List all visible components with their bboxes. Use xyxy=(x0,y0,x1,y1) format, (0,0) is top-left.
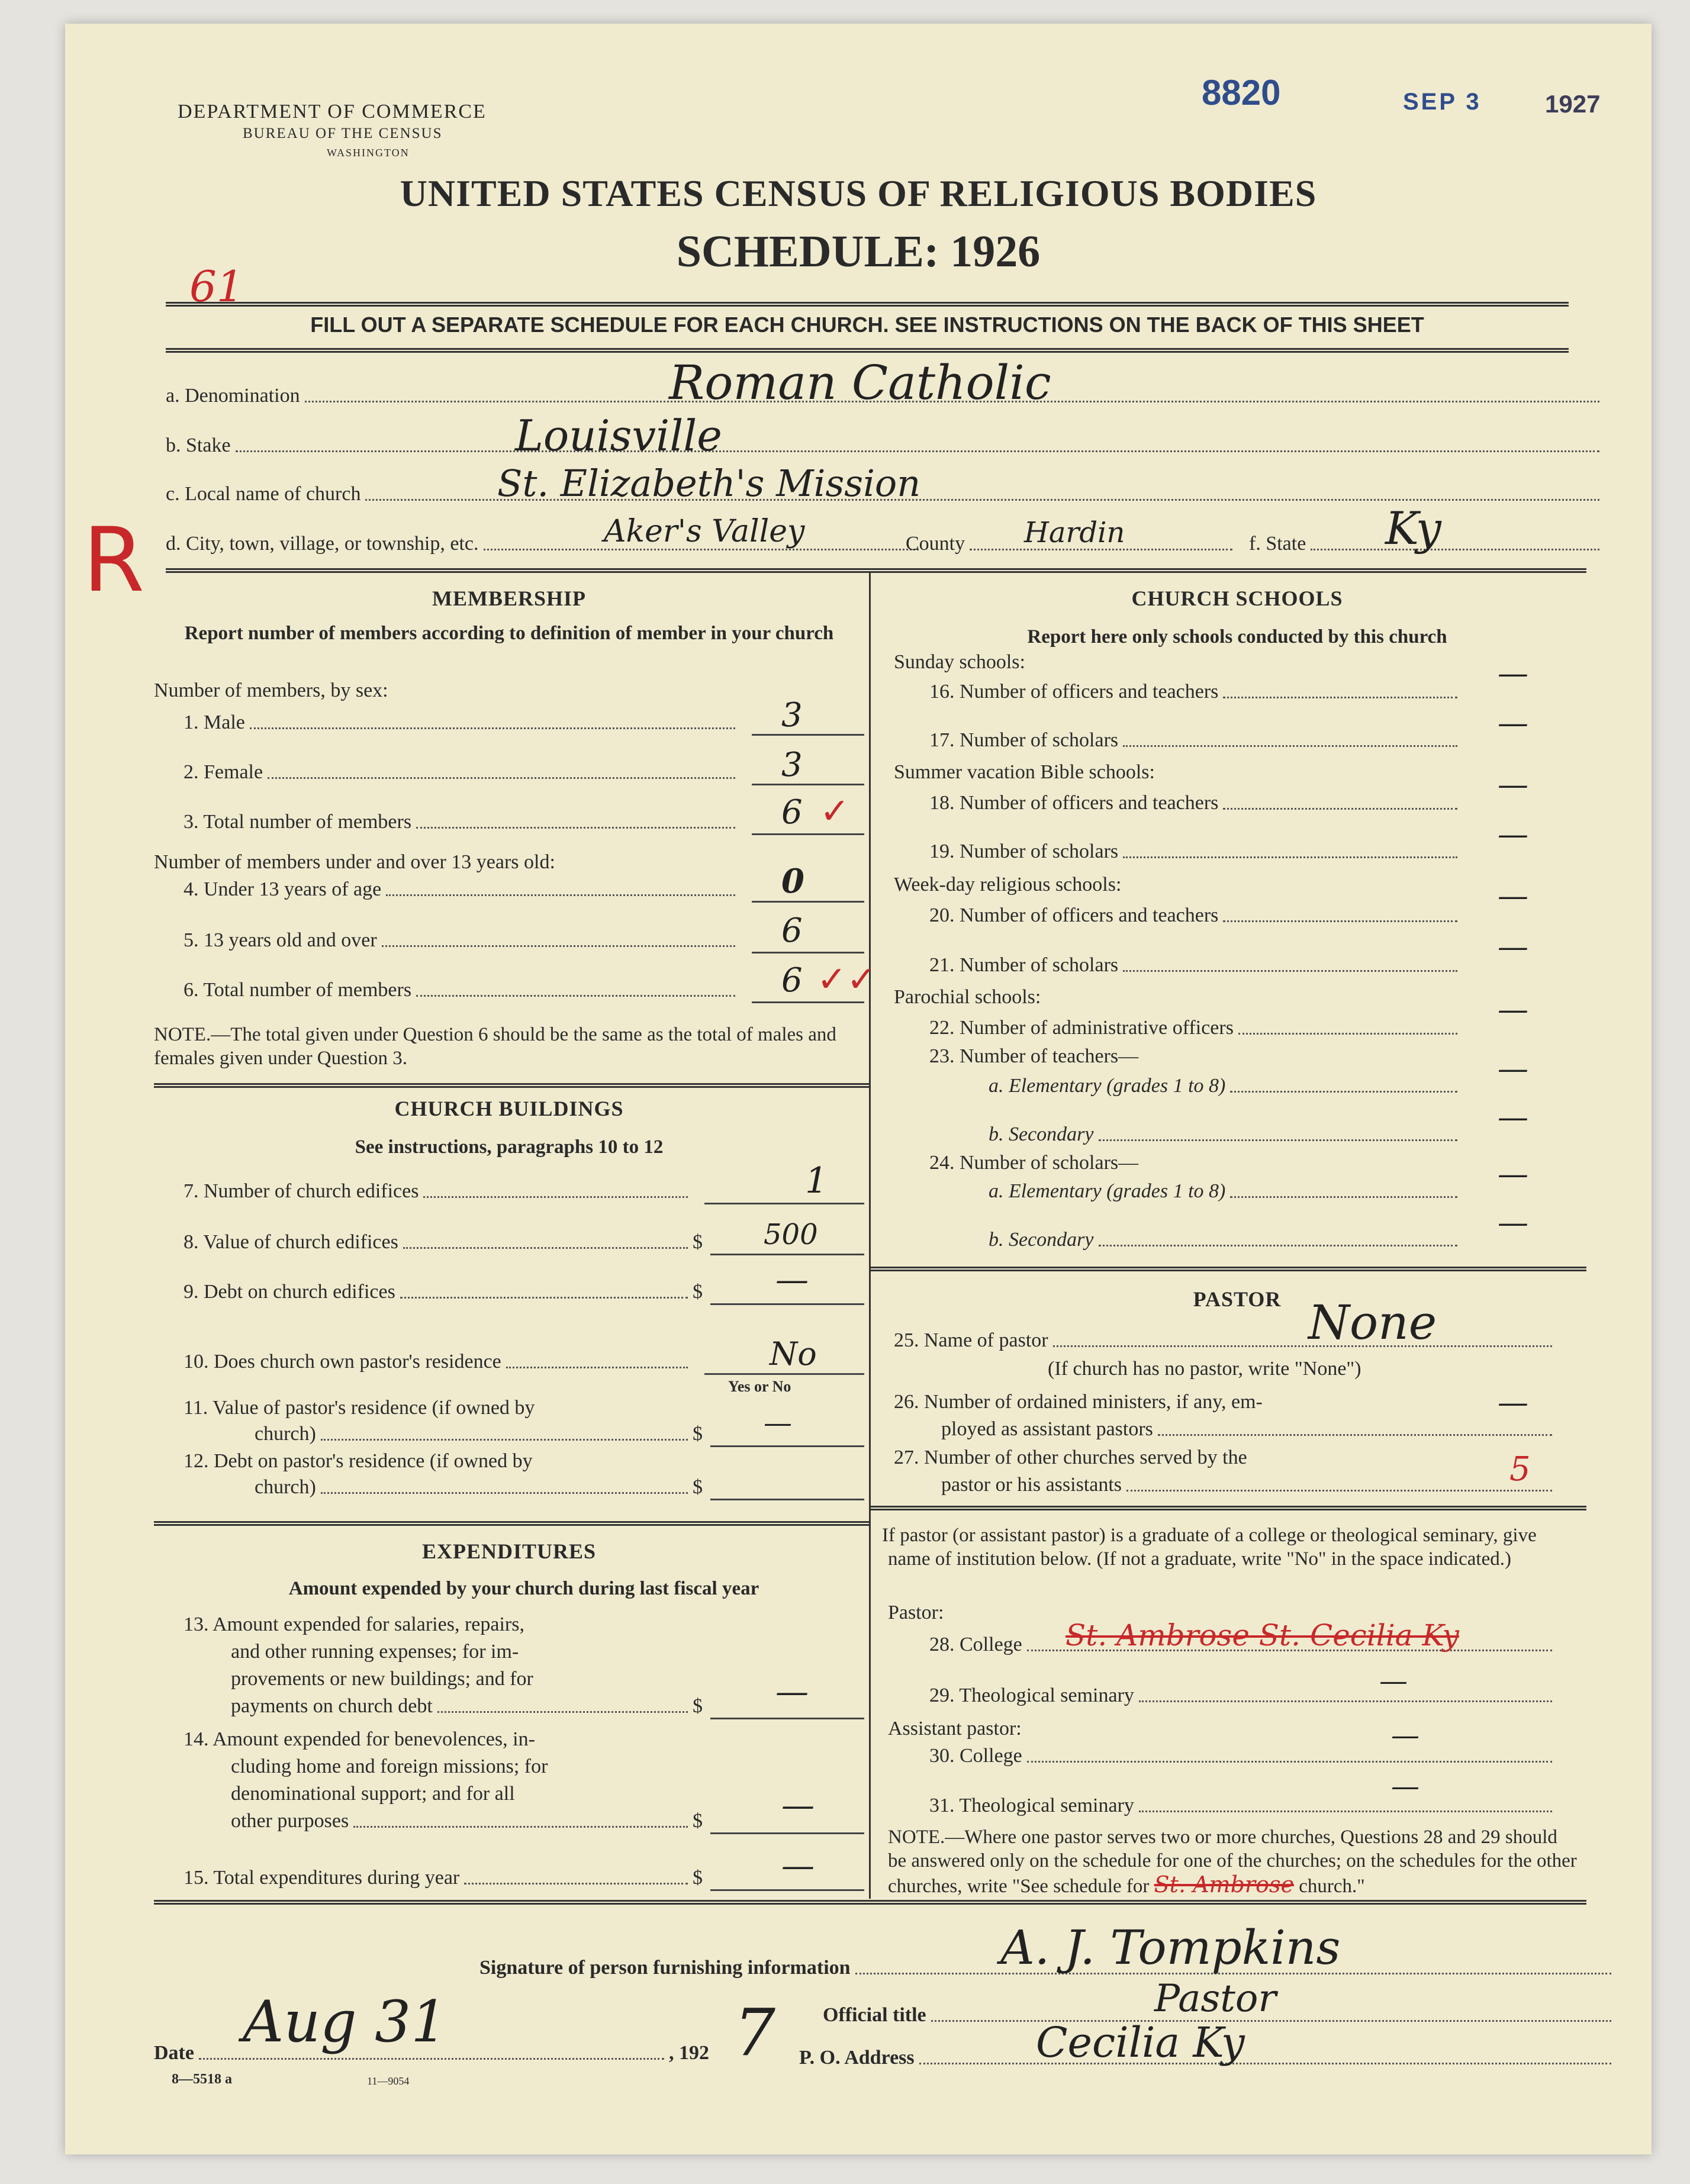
buildings-rule xyxy=(154,1521,869,1526)
q10-row: 10. Does church own pastor's residence xyxy=(184,1351,693,1373)
q13-line2: and other running expenses; for im- xyxy=(231,1641,519,1663)
q23b-answer[interactable]: — xyxy=(1498,1100,1528,1135)
q8-answer-line xyxy=(710,1254,864,1255)
year-suffix: , 192 xyxy=(669,2042,709,2064)
pastor-label: Pastor: xyxy=(888,1602,944,1623)
members-by-sex-label: Number of members, by sex: xyxy=(154,679,388,701)
footer-rule xyxy=(154,1900,1586,1905)
q28-row: 28. College xyxy=(929,1634,1557,1656)
stamp-date: SEP 3 xyxy=(1403,89,1482,115)
q12-row: church) xyxy=(255,1476,693,1499)
q25-answer[interactable]: None xyxy=(1308,1295,1437,1350)
q14-line2: cluding home and foreign missions; for xyxy=(231,1755,548,1777)
q24b-row: b. Secondary xyxy=(989,1229,1462,1251)
pastor-note-part2: write "See schedule for xyxy=(967,1876,1150,1897)
header-rule-bottom xyxy=(166,348,1569,353)
q25-row: 25. Name of pastor xyxy=(894,1329,1557,1352)
q23-label: 23. Number of teachers— xyxy=(929,1045,1139,1067)
department-label: DEPARTMENT OF COMMERCE xyxy=(178,101,487,123)
q1-answer-line xyxy=(752,734,864,736)
q11-dollar: $ xyxy=(693,1423,703,1445)
membership-heading: MEMBERSHIP xyxy=(432,587,586,610)
graduate-note: If pastor (or assistant pastor) is a graduate of a college or theological seminary, give name of institution below. (If not a graduate, write "No" in the space indicated.) xyxy=(882,1525,1537,1570)
q8-dollar: $ xyxy=(693,1231,703,1253)
q4-answer[interactable]: 0 xyxy=(781,862,804,901)
red-check-mark-double: ✓✓ xyxy=(817,959,877,1000)
state-value[interactable]: Ky xyxy=(1385,502,1441,555)
local-name-value[interactable]: St. Elizabeth's Mission xyxy=(497,462,921,505)
q11-label: 11. Value of pastor's residence (if owned by xyxy=(184,1397,535,1419)
form-title: UNITED STATES CENSUS OF RELIGIOUS BODIES xyxy=(400,172,1317,214)
bureau-label: BUREAU OF THE CENSUS xyxy=(243,125,443,141)
q12-answer-line xyxy=(710,1499,864,1500)
q16-answer[interactable]: — xyxy=(1498,656,1528,691)
membership-note: NOTE.—The total given under Question 6 should be the same as the total of males and females given under Question 3. xyxy=(154,1024,836,1069)
buildings-heading: CHURCH BUILDINGS xyxy=(394,1097,624,1120)
q29-row: 29. Theological seminary xyxy=(929,1684,1557,1707)
q3-row: 3. Total number of members xyxy=(184,811,740,833)
stamp-number: 8820 xyxy=(1202,73,1281,112)
q14-row: other purposes xyxy=(231,1810,693,1832)
q25-note: (If church has no pastor, write "None") xyxy=(1048,1358,1361,1380)
q2-row: 2. Female xyxy=(184,761,740,784)
q6-row: 6. Total number of members xyxy=(184,979,740,1001)
q5-answer-line xyxy=(752,952,864,954)
city-value[interactable]: Aker's Valley xyxy=(604,514,805,549)
pastor-note-part1: NOTE.—Where one pastor serves two or more churches, Questions 28 and 29 should be answered only on the schedule for one of the churches; on the schedules for the other churches, xyxy=(888,1827,1577,1897)
q24a-answer[interactable]: — xyxy=(1498,1157,1528,1192)
q27-answer[interactable]: 5 xyxy=(1509,1450,1531,1489)
q6-answer[interactable]: 6 xyxy=(781,961,803,1000)
q26-label: 26. Number of ordained ministers, if any, em- xyxy=(894,1391,1263,1413)
q29-answer[interactable]: — xyxy=(1379,1664,1408,1697)
header-rule-top xyxy=(166,302,1569,307)
q23a-answer[interactable]: — xyxy=(1498,1051,1528,1087)
q23b-row: b. Secondary xyxy=(989,1123,1462,1146)
stamp-year: 1927 xyxy=(1545,90,1601,118)
signature-row: Signature of person furnishing information xyxy=(479,1957,1616,1979)
q26-row: ployed as assistant pastors xyxy=(941,1418,1557,1441)
official-title-value[interactable]: Pastor xyxy=(1154,1977,1277,2021)
red-check-mark: ✓ xyxy=(820,791,850,832)
q13-answer-line xyxy=(710,1718,864,1719)
q17-row: 17. Number of scholars xyxy=(929,729,1462,752)
date-row: Date xyxy=(154,2042,669,2064)
q1-answer[interactable]: 3 xyxy=(781,696,803,735)
state-field: f. State xyxy=(1249,533,1604,555)
q30-answer[interactable]: — xyxy=(1391,1719,1419,1752)
county-value[interactable]: Hardin xyxy=(1024,516,1125,549)
parochial-schools-label: Parochial schools: xyxy=(894,986,1041,1008)
q9-answer-line xyxy=(710,1303,864,1305)
q4-answer-line xyxy=(752,901,864,903)
q14-line1: 14. Amount expended for benevolences, in- xyxy=(184,1728,535,1750)
stake-value[interactable]: Louisville xyxy=(515,411,722,460)
q27-row: pastor or his assistants xyxy=(941,1474,1557,1496)
q9-dollar: $ xyxy=(693,1281,703,1303)
q22-row: 22. Number of administrative officers xyxy=(929,1017,1462,1039)
q18-row: 18. Number of officers and teachers xyxy=(929,792,1462,814)
q12-dollar: $ xyxy=(693,1476,703,1498)
form-subtitle: SCHEDULE: 1926 xyxy=(676,227,1041,276)
q24a-row: a. Elementary (grades 1 to 8) xyxy=(989,1180,1462,1203)
q13-line3: provements or new buildings; and for xyxy=(231,1668,533,1690)
q6-answer-line xyxy=(752,1001,864,1003)
q14-answer-line xyxy=(710,1832,864,1834)
q13-row: payments on church debt xyxy=(231,1695,693,1718)
q15-dollar: $ xyxy=(693,1867,703,1889)
schools-subheading: Report here only schools conducted by this church xyxy=(1027,626,1447,648)
pastor-rule xyxy=(870,1506,1586,1510)
q17-answer[interactable]: — xyxy=(1498,706,1528,741)
form-number: 8—5518 a xyxy=(172,2072,232,2087)
q7-row: 7. Number of church edifices xyxy=(184,1180,693,1203)
q27-label: 27. Number of other churches served by the xyxy=(894,1447,1247,1468)
red-number-annotation: 61 xyxy=(189,262,244,311)
membership-rule xyxy=(154,1083,869,1088)
po-address-value[interactable]: Cecilia Ky xyxy=(1036,2018,1245,2067)
pastor-note xyxy=(888,1825,1580,1898)
q4-row: 4. Under 13 years of age xyxy=(184,878,740,901)
q8-row: 8. Value of church edifices xyxy=(184,1231,693,1254)
q23a-row: a. Elementary (grades 1 to 8) xyxy=(989,1075,1462,1097)
instruction-banner: FILL OUT A SEPARATE SCHEDULE FOR EACH CHURCH. SEE INSTRUCTIONS ON THE BACK OF THIS SHEET xyxy=(310,313,1424,337)
q15-answer-line xyxy=(710,1889,864,1891)
po-address-row: P. O. Address xyxy=(799,2047,1616,2069)
q7-answer[interactable]: 1 xyxy=(805,1160,828,1201)
q12-label: 12. Debt on pastor's residence (if owned by xyxy=(184,1450,533,1472)
date-value[interactable]: Aug 31 xyxy=(243,1989,448,2055)
weekday-schools-label: Week-day religious schools: xyxy=(894,874,1122,895)
q21-answer[interactable]: — xyxy=(1498,929,1528,965)
official-title-row: Official title xyxy=(823,2004,1616,2027)
q3-answer[interactable]: 6 xyxy=(781,793,803,832)
q1-row: 1. Male xyxy=(184,711,740,734)
q2-answer[interactable]: 3 xyxy=(781,746,803,784)
q5-answer[interactable]: 6 xyxy=(781,911,803,950)
q13-answer[interactable]: — xyxy=(775,1673,809,1711)
city-label: WASHINGTON xyxy=(327,147,410,159)
column-divider xyxy=(869,573,871,1899)
q22-answer[interactable]: — xyxy=(1498,992,1528,1027)
stake-field: b. Stake xyxy=(166,434,1604,457)
q14-answer[interactable]: — xyxy=(781,1786,815,1825)
q24-label: 24. Number of scholars— xyxy=(929,1152,1139,1174)
q15-row: 15. Total expenditures during year xyxy=(184,1867,693,1889)
q13-dollar: $ xyxy=(693,1695,703,1717)
q2-answer-line xyxy=(752,784,864,785)
q28-answer-crossed[interactable]: St. Ambrose St. Cecilia Ky xyxy=(1065,1618,1459,1653)
q13-line1: 13. Amount expended for salaries, repairs, xyxy=(184,1613,524,1635)
q15-answer[interactable]: — xyxy=(781,1847,815,1885)
q10-answer[interactable]: No xyxy=(770,1335,817,1373)
q11-answer-line xyxy=(710,1445,864,1447)
members-by-age-label: Number of members under and over 13 years old: xyxy=(154,851,555,873)
denomination-value[interactable]: Roman Catholic xyxy=(669,355,1051,410)
city-field: d. City, town, village, or township, etc. xyxy=(166,533,923,555)
membership-subheading: Report number of members according to definition of member in your church xyxy=(184,623,834,644)
q19-row: 19. Number of scholars xyxy=(929,840,1462,863)
q19-answer[interactable]: — xyxy=(1498,817,1528,852)
q3-answer-line xyxy=(752,833,864,835)
county-field: County xyxy=(906,533,1237,555)
signature-value[interactable]: A. J. Tompkins xyxy=(1000,1920,1341,1975)
q20-row: 20. Number of officers and teachers xyxy=(929,904,1462,927)
q26-answer[interactable]: — xyxy=(1498,1385,1528,1420)
yes-no-hint: Yes or No xyxy=(728,1378,791,1395)
expenditures-heading: EXPENDITURES xyxy=(421,1539,597,1563)
sunday-schools-label: Sunday schools: xyxy=(894,651,1025,673)
buildings-subheading: See instructions, paragraphs 10 to 12 xyxy=(355,1136,664,1158)
census-schedule-sheet xyxy=(65,24,1652,2154)
q5-row: 5. 13 years old and over xyxy=(184,929,740,952)
pastor-note-church[interactable]: St. Ambrose xyxy=(1154,1871,1294,1898)
q9-answer[interactable]: — xyxy=(775,1261,809,1299)
q14-dollar: $ xyxy=(693,1810,703,1832)
q11-answer[interactable]: — xyxy=(764,1406,792,1439)
red-letter-annotation: R xyxy=(83,509,145,612)
schools-heading: CHURCH SCHOOLS xyxy=(1131,587,1343,610)
q18-answer[interactable]: — xyxy=(1498,767,1528,803)
print-number: 11—9054 xyxy=(367,2075,410,2087)
assistant-pastor-label: Assistant pastor: xyxy=(888,1718,1022,1740)
q8-answer[interactable]: 500 xyxy=(764,1218,818,1251)
q30-row: 30. College xyxy=(929,1745,1557,1767)
denomination-field: a. Denomination xyxy=(166,385,1604,407)
pastor-note-part3: church." xyxy=(1299,1876,1365,1897)
schools-rule xyxy=(870,1267,1586,1271)
expenditures-subheading: Amount expended by your church during last fiscal year xyxy=(288,1578,759,1599)
q9-row: 9. Debt on church edifices xyxy=(184,1281,693,1303)
q31-answer[interactable]: — xyxy=(1391,1770,1419,1803)
q14-line3: denominational support; and for all xyxy=(231,1783,515,1805)
q7-answer-line xyxy=(704,1203,864,1204)
pastor-heading: PASTOR xyxy=(1193,1287,1282,1311)
q24b-answer[interactable]: — xyxy=(1498,1205,1528,1241)
q16-row: 16. Number of officers and teachers xyxy=(929,681,1462,703)
q31-row: 31. Theological seminary xyxy=(929,1795,1557,1817)
summer-schools-label: Summer vacation Bible schools: xyxy=(894,761,1155,783)
fields-rule xyxy=(166,568,1586,573)
q20-answer[interactable]: — xyxy=(1498,878,1528,914)
q21-row: 21. Number of scholars xyxy=(929,954,1462,977)
local-name-field: c. Local name of church xyxy=(166,483,1604,505)
year-digit[interactable]: 7 xyxy=(734,1995,775,2070)
q11-row: church) xyxy=(255,1423,693,1445)
q10-answer-line xyxy=(704,1373,864,1375)
